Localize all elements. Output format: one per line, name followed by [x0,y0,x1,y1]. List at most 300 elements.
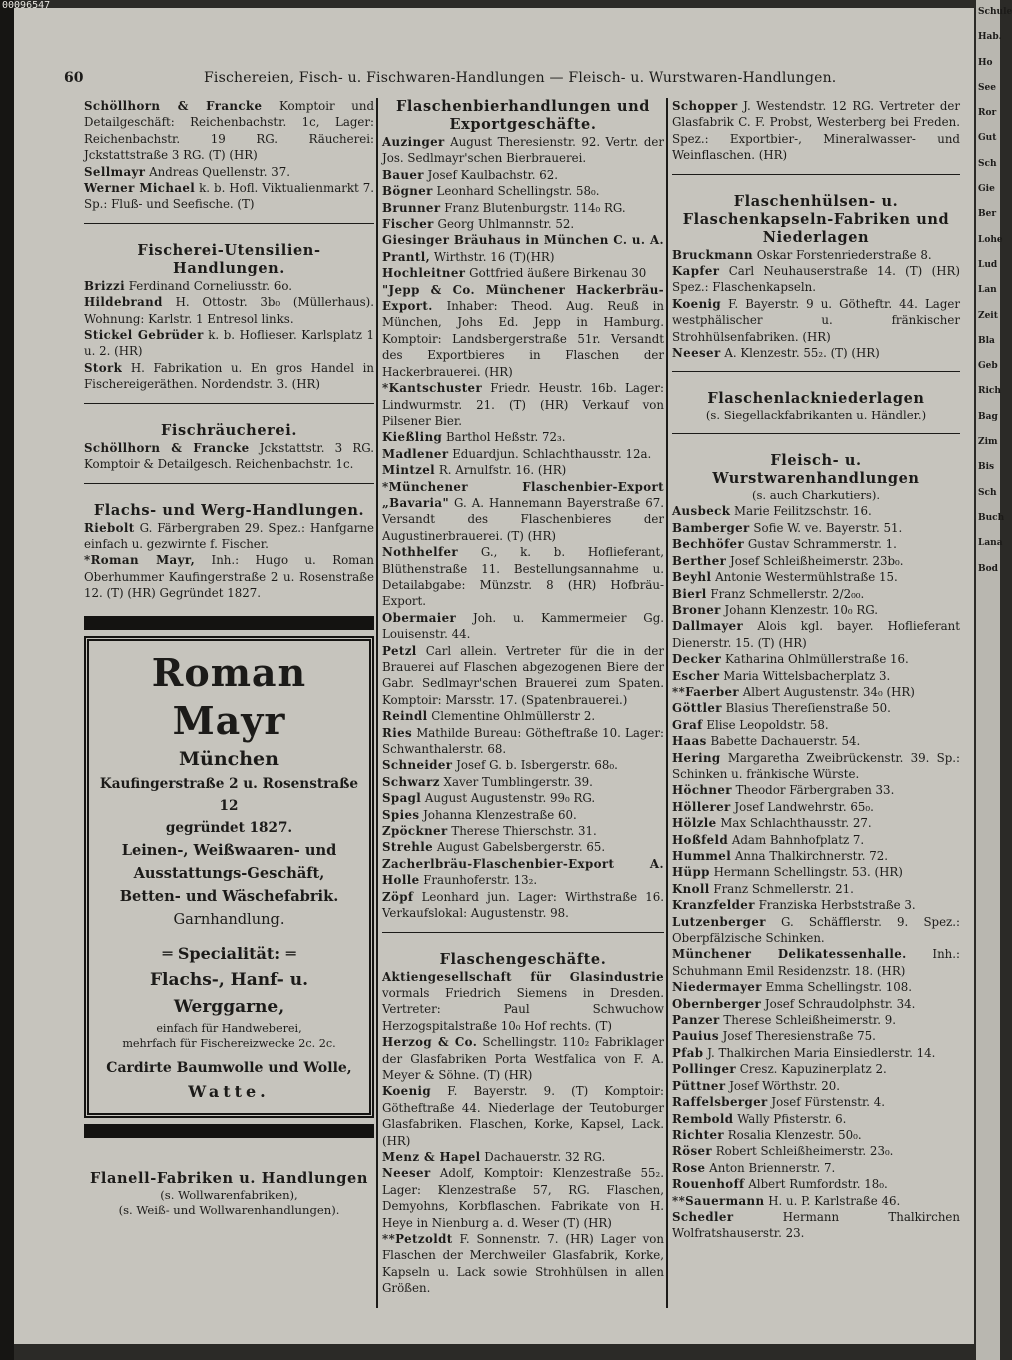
listing-entry [382,708,664,724]
listing-entry [382,265,664,281]
entry-details: Carl allein. Vertreter für die in der Brauerei auf Flaschen abgezogenen Biere der Gabr. Sedlmayr'schen Brauerei zum Spaten. Komptoir: Marsstr. 17. (Spatenbrauerei.) [382,643,665,707]
section-divider [672,433,960,434]
entry-details: Anton Briennerstr. 7. [709,1160,836,1175]
entry-details: Dachauerstr. 32 RG. [484,1149,606,1164]
strip-fragment: Zeit [978,310,998,321]
listing-entry [382,856,664,889]
listing-entry [672,700,960,716]
entry-details: Josef Wörthstr. 20. [729,1078,840,1093]
entry-name: Röser [672,1144,713,1159]
listing-entry [382,1083,664,1149]
entry-list [382,969,664,1297]
listing-entry: Werner Michael k. b. Hofl. Viktualienmarkt 7. Sp.: Fluß- und Seefische. (T) [84,181,374,212]
entry-details: Josef Kaulbachstr. 62. [427,167,559,182]
column-2 [382,98,664,1297]
listing-entry: *Roman Mayr, Inh.: Hugo u. Roman Oberhummer Kaufingerstraße 2 u. Rosenstraße 12. (T) (HR) Gegründet 1827. [84,553,374,601]
listing-entry [382,200,664,216]
entry-name: Kießling [382,430,443,445]
listing-entry [672,1111,960,1127]
entry-details: August Augustenstr. 99₀ RG. [424,791,596,806]
entry-details: August Theresienstr. 92. Vertr. der Jos. Sedlmayr'schen Bierbrauerei. [382,135,665,166]
entry-details: G., k. b. Hoflieferant, Blüthenstraße 11. Bestellungsannahme u. Detailabgabe: Münzstr. 8 (HR) Hofbräu-Export. [382,545,664,609]
entry-name: Pauius [672,1029,719,1044]
entry-details: Elise Leopoldstr. 58. [706,717,829,732]
strip-fragment: Sch [978,158,997,169]
entry-name: Herzog & Co. [382,1035,478,1050]
entry-name: **Sauermann [672,1193,765,1208]
entry-details: Sofie W. ve. Bayerstr. 51. [753,520,903,535]
entry-details: Schellingstr. 110₂ Fabriklager der Glasfabriken Porta Westfalica von F. A. Meyer & Söhne. (T) (HR) [382,1035,664,1082]
entry-name: Münchener Delikatessenhalle. [672,947,907,962]
ad-detail: mehrfach für Fischereizwecke 2c. 2c. [122,1036,336,1050]
listing-entry [382,1231,664,1297]
entry-details: F. Sonnenstr. 7. (HR) Lager von Flaschen der Merchweiler Glasfabrik, Korke, Kapseln u. Lack sowie Strohhülsen in allen Größen. [382,1232,664,1296]
strip-fragment: Ror [978,108,997,119]
entry-name: Hochleitner [382,266,466,281]
entry-details: Carl Neuhauserstraße 14. (T) (HR) Spez.: Flaschenkapseln. [672,264,960,295]
listing-entry [382,757,664,773]
listing-entry [672,684,960,700]
section-divider [84,223,374,224]
entry-name: Hering [672,750,721,765]
entry-details: Emma Schellingstr. 108. [765,980,913,995]
strip-fragment: Gie [978,184,995,195]
listing-entry [672,1028,960,1044]
entry-details: Katharina Ohlmüllerstraße 16. [724,652,909,667]
listing-entry [672,1143,960,1159]
section-divider [672,174,960,175]
entry-name: Rouenhoff [672,1177,745,1192]
entry-name: Aktiengesellschaft für Glasindustrie [382,969,664,984]
entry-details: G. Schäfflerstr. 9. Spez.: Oberpfälzische Schinken. [672,914,961,946]
listing-entry [672,864,960,880]
entry-details: August Gabelsbergerstr. 65. [436,840,606,855]
entry-details: Adam Bahnhofplatz 7. [731,832,865,847]
section-heading: Flachs- und Werg-Handlungen. [93,501,365,519]
entry-details: Max Schlachthausstr. 27. [720,816,872,831]
entry-details: Antonie Westermühlstraße 15. [715,570,898,585]
strip-fragment: Lohe [978,234,1003,245]
listing-entry [672,996,960,1012]
entry-details: Gottfried äußere Birkenau 30 [469,266,647,281]
ad-company-name: Roman Mayr [151,649,307,743]
entry-name: Raffelsberger [672,1095,768,1110]
entry-name: Brunner [382,200,441,215]
listing-entry [672,668,960,684]
entry-name: Göttler [672,701,722,716]
strip-fragment: Bod [978,563,998,574]
entry-details: Mathilde Bureau: Götheftraße 10. Lager: Schwanthalerstr. 68. [382,725,664,757]
listing-entry [672,799,960,815]
strip-fragment: Bis [978,462,995,473]
entry-details: Cresz. Kapuzinerplatz 2. [739,1062,887,1077]
entry-name: Graf [672,717,703,732]
entry-details: Josef Theresienstraße 75. [722,1029,876,1044]
entry-name: Ries [382,725,413,740]
listing-entry [672,717,960,733]
entry-name: Broner [672,602,721,617]
entry-details: Maria Wittelsbacherplatz 3. [723,668,891,683]
listing-entry [382,807,664,823]
listing-entry [672,750,960,783]
listing-entry [672,553,960,569]
listing-entry [672,602,960,618]
entry-details: H. u. P. Karlstraße 46. [768,1193,901,1208]
listing-entry [382,1034,664,1083]
ad-line: Leinen-, Weißwaaren- und [121,841,337,859]
ad-line: Betten- und Wäschefabrik. [119,887,339,905]
entry-name: **Petzoldt [382,1232,453,1246]
listing-entry [382,969,664,1035]
entry-details: Friedr. Heustr. 16b. Lager: Lindwurmstr. 21. (T) (HR) Verkauf von Pilsener Bier. [382,381,664,428]
section-note: (s. Siegellackfabrikanten u. Händler.) [705,408,927,423]
entry-name: Zpöckner [382,824,448,839]
entry-details: Johanna Klenzestraße 60. [423,807,577,822]
listing-entry: Sellmayr Andreas Quellenstr. 37. [84,164,291,179]
listing-entry [382,429,664,445]
listing-entry [672,263,960,296]
entry-details: Joh. u. Kammermeier Gg. Louisenstr. 44. [382,610,665,642]
listing-entry [672,848,960,864]
listing-entry [672,1045,960,1061]
strip-fragment: Schule [978,7,1012,17]
ad-city: München [179,747,279,770]
column-3 [672,98,960,1242]
entry-name: *Münchener Flaschenbier-Export „Bavaria" [382,479,664,510]
entry-details: Theodor Färbergraben 33. [735,783,895,798]
ad-line: Ausstattungs-Geschäft, [133,864,325,882]
ad-founded: gegründet 1827. [165,819,293,836]
section-note: (s. Weiß- und Wollwarenhandlungen). [118,1202,340,1217]
entry-details: Rosalia Klenzestr. 50₀. [727,1127,862,1142]
column-rule [376,98,378,1308]
strip-fragment: Hab. [978,32,1002,43]
entry-name: Pollinger [672,1062,737,1077]
section-note: (s. auch Charkutiers). [751,488,881,503]
entry-name: Bechhöfer [672,537,745,552]
entry-details: Barthol Heßstr. 72₃. [445,430,566,445]
entry-details: Josef Schraudolphstr. 34. [764,996,916,1011]
column-rule [666,98,668,1308]
listing-entry: Brizzi Ferdinand Corneliusstr. 6o. [84,278,293,293]
listing-entry [382,446,664,462]
entry-details: Robert Schleißheimerstr. 23₀. [715,1144,894,1159]
entry-list [672,247,960,362]
listing-entry [672,914,960,947]
strip-fragment: Bla [978,335,995,346]
entry-details: Therese Thierschstr. 31. [451,824,597,839]
entry-details: Hermann Schellingstr. 53. (HR) [713,865,903,880]
listing-entry: Riebolt G. Färbergraben 29. Spez.: Hanfgarne einfach u. gezwirnte f. Fischer. [84,520,374,551]
entry-name: Niedermayer [672,980,762,995]
ad-address: Kaufingerstraße 2 u. Rosenstraße 12 [99,775,359,814]
listing-entry: Schopper J. Westendstr. 12 RG. Vertreter der Glasfabrik C. F. Probst, Westerberg bei Freden. Spez.: Exportbier-, Mineralwasser- und Weinflaschen. (HR) [672,99,961,163]
entry-name: Zacherlbräu-Flaschenbier-Export A. Holle [382,856,664,888]
entry-name: Mintzel [382,463,436,478]
entry-details: Johann Klenzestr. 10₀ RG. [724,602,879,617]
entry-name: Menz & Hapel [382,1149,481,1164]
listing-entry: Stickel Gebrüder k. b. Hoflieser. Karlsplatz 1 u. 2. (HR) [84,328,374,359]
ad-border-bar [84,616,374,630]
listing-entry [382,544,664,610]
entry-details: Leonhard Schellingstr. 58₀. [436,184,600,199]
section-heading: Fleisch- u. Wurstwarenhandlungen [712,452,920,488]
strip-fragment: See [978,82,996,93]
entry-name: Schwarz [382,774,440,789]
listing-entry [672,881,960,897]
listing-entry [672,296,960,345]
entry-details: Inh.: Schuhmann Emil Residenzstr. 18. (HR) [672,947,960,978]
entry-details: Josef Landwehrstr. 65₀. [734,799,874,814]
entry-details: Josef G. b. Isbergerstr. 68₀. [456,758,618,773]
section-heading: Flanell-Fabriken u. Handlungen [90,1169,368,1187]
listing-entry [672,520,960,536]
section-divider [84,403,374,404]
entry-name: Schneider [382,758,453,773]
entry-details: Adolf, Komptoir: Klenzestraße 55₂. Lager: Klenzestraße 57, RG. Flaschen, Demyohns, Korbflaschen. Fabrikate von H. Heye in Nienburg a. d. Weser (T) (HR) [382,1166,665,1230]
entry-details: Franz Schmellerstr. 2/2₀₀. [710,586,865,601]
entry-name: Nothhelfer [382,545,459,560]
listing-entry [382,725,664,758]
listing-entry [672,503,960,519]
entry-details: Franziska Herbststraße 3. [758,898,916,913]
section-heading: Flaschenbierhandlungen und Exportgeschäfte. [395,98,650,133]
entry-name: Berther [672,553,727,568]
entry-name: Bruckmann [672,247,753,262]
listing-entry [382,462,664,478]
entry-name: Bierl [672,586,707,601]
listing-entry [672,1209,960,1242]
entry-details: Josef Fürstenstr. 4. [771,1095,886,1110]
entry-name: Panzer [672,1013,720,1028]
entry-name: Ausbeck [672,504,731,519]
listing-entry [672,815,960,831]
ad-border-bar [84,1124,374,1138]
entry-details: Marie Feilitzschstr. 16. [734,504,872,519]
listing-entry [672,247,960,263]
entry-details: Franz Schmellerstr. 21. [713,881,854,896]
listing-entry [672,1094,960,1110]
entry-name: Koenig [382,1084,432,1099]
strip-fragment: Ber [978,209,997,220]
listing-entry [672,1160,960,1176]
listing-entry [382,643,664,709]
entry-name: Spies [382,807,420,822]
entry-name: Schedler [672,1209,734,1224]
entry-name: Bauer [382,167,424,182]
listing-entry [672,345,960,361]
listing-entry [382,282,664,380]
listing-entry [382,183,664,199]
entry-name: Kapfer [672,264,720,279]
listing-entry [672,979,960,995]
listing-entry [672,733,960,749]
entry-details: Clementine Ohlmüllerstr 2. [431,709,596,724]
listing-entry [382,1165,664,1231]
listing-entry [672,1193,960,1209]
entry-name: Rose [672,1160,706,1175]
entry-name: Hummel [672,849,732,863]
advertisement [84,636,374,1118]
listing-entry [382,774,664,790]
entry-details: Wirthstr. 16 (T)(HR) [433,249,555,264]
entry-name: Decker [672,652,722,667]
listing-entry [382,790,664,806]
entry-list [382,134,664,922]
section-divider [84,483,374,484]
entry-name: Höchner [672,783,732,798]
entry-details: G. A. Hannemann Bayerstraße 67. Versandt des Flaschenbieres der Augustinerbrauerei. (T) (HR) [382,495,664,543]
listing-entry [382,380,664,429]
ad-watte: Watte. [188,1081,270,1101]
entry-name: Spagl [382,791,422,806]
entry-details: Oskar Forstenriederstraße 8. [756,247,932,262]
listing-entry [382,889,664,922]
entry-details: Wally Pfisterstr. 6. [737,1111,847,1126]
entry-details: Georg Uhlmannstr. 52. [437,217,575,232]
listing-entry [672,1012,960,1028]
listing-entry [672,1176,960,1192]
entry-name: Kranzfelder [672,898,755,913]
strip-fragment: Rich [978,386,1001,397]
listing-entry [382,167,664,183]
listing-entry [382,823,664,839]
ad-products: Flachs-, Hanf- u. Werggarne, [149,969,309,1017]
entry-name: Neeser [672,346,721,361]
strip-fragment: Zim [978,437,998,448]
entry-details: Albert Augustenstr. 34₀ (HR) [742,684,915,699]
listing-entry [382,839,664,855]
entry-details: Eduardjun. Schlachthausstr. 12a. [452,446,652,461]
entry-details: Therese Schleißheimerstr. 9. [723,1013,896,1028]
entry-name: Rembold [672,1111,734,1126]
listing-entry [672,782,960,798]
entry-name: Pfab [672,1045,704,1060]
listing-entry [382,134,664,167]
entry-details: Blasius Thereſienstraße 50. [725,701,891,716]
entry-name: Giesinger Bräuhaus in München C. u. A. Prantl, [382,233,664,264]
entry-name: Petzl [382,643,417,658]
entry-details: Margaretha Zweibrückenstr. 39. Sp.: Schinken u. fränkische Würste. [672,750,960,781]
strip-fragment: Ho [978,57,993,68]
listing-entry: Stork H. Fabrikation u. En gros Handel in Fischereigeräthen. Nordendstr. 3. (HR) [84,360,374,392]
strip-fragment: Geb [978,361,998,372]
entry-details: Albert Rumfordstr. 18₀. [748,1177,888,1192]
column-1 [84,98,374,1218]
entry-name: Koenig [672,296,722,311]
entry-details: F. Bayerstr. 9 u. Götheftr. 44. Lager westphälischer u. fränkischer Strohhülsenfabriken. (HR) [672,296,961,344]
entry-details: Xaver Tumblingerstr. 39. [443,774,593,789]
listing-entry: Schöllhorn & Francke Jckstattstr. 3 RG. Komptoir & Detailgesch. Reichenbachstr. 1c. [84,440,374,472]
entry-name: *Kantschuster [382,381,483,396]
entry-name: Neeser [382,1166,431,1181]
entry-details: Josef Schleißheimerstr. 23b₀. [730,553,904,568]
listing-entry [672,897,960,913]
ad-line: Garnhandlung. [173,910,285,928]
section-heading: Flaschenhülsen- u. Flaschenkapseln-Fabriken und Niederlagen [682,192,950,246]
entry-details: Franz Blutenburgstr. 114₀ RG. [444,200,626,215]
entry-name: Strehle [382,840,434,855]
listing-entry [672,651,960,667]
entry-name: Reindl [382,709,428,724]
section-divider [382,932,664,933]
listing-entry [672,1078,960,1094]
entry-name: Hölzle [672,816,717,831]
listing-entry [672,569,960,585]
listing-entry [382,232,664,265]
entry-name: Knoll [672,881,710,896]
entry-name: **Faerber [672,684,740,699]
section-heading: Fischerei-Utensilien-Handlungen. [137,241,321,277]
entry-name: Obermaier [382,610,457,625]
listing-entry: Hildebrand H. Ottostr. 3b₀ (Müllerhaus). Wohnung: Karlstr. 1 Entresol links. [84,295,375,326]
scan-id: 00096547 [2,0,51,11]
entry-name: Bamberger [672,520,750,535]
listing-entry [382,1149,664,1165]
entry-name: Lutzenberger [672,914,766,929]
listing-entry [672,946,960,979]
listing-entry [672,1127,960,1143]
scan-edge [0,0,14,1360]
entry-name: Richter [672,1127,725,1142]
entry-details: F. Bayerstr. 9. (T) Komptoir: Götheftraße 44. Niederlage der Teutoburger Glasfabriken. Flaschen, Korke, Kapsel, Lack. (HR) [382,1084,665,1148]
strip-fragment: Lud [978,259,998,270]
entry-details: Babette Dachauerstr. 54. [710,734,861,749]
entry-name: Zöpf [382,889,414,904]
entry-details: Leonhard jun. Lager: Wirthstraße 16. Verkaufslokal: Augustenstr. 98. [382,889,665,921]
listing-entry [672,618,960,651]
entry-details: A. Klenzestr. 55₂. (T) (HR) [724,346,880,361]
page-title: Fischereien, Fisch- u. Fischwaren-Handlungen — Fleisch- u. Wurstwaren-Handlungen. [204,70,837,86]
section-heading: Fischräucherei. [161,421,297,439]
ad-detail: einfach für Handweberei, [156,1021,302,1035]
strip-fragment: Lana [978,538,1003,549]
page [14,8,974,1344]
entry-details: Alois kgl. bayer. Hoflieferant Dienerstr. 15. (T) (HR) [672,619,961,650]
entry-name: Bögner [382,184,433,199]
section-note: (s. Wollwarenfabriken), [160,1187,298,1202]
entry-name: Haas [672,734,707,749]
adjacent-page-strip [976,0,1012,1360]
entry-name: Obernberger [672,996,762,1011]
listing-entry [672,536,960,552]
strip-fragment: Buch [978,512,1005,523]
entry-name: Beyhl [672,570,712,585]
strip-fragment: Lan [978,285,997,296]
listing-entry [382,479,664,545]
entry-details: Fraunhoferstr. 13₂. [423,873,538,888]
entry-details: Hermann Thalkirchen Wolfratshauserstr. 23. [672,1209,960,1241]
entry-details: J. Thalkirchen Maria Einsiedlerstr. 14. [707,1045,936,1060]
entry-name: Escher [672,668,720,683]
entry-name: Dallmayer [672,619,744,634]
listing-entry [382,610,664,643]
listing-entry [672,1061,960,1077]
entry-name: Höllerer [672,799,731,814]
page-number: 60 [64,70,84,86]
entry-details: Gustav Schrammerstr. 1. [747,537,897,552]
section-divider [672,371,960,372]
ad-speciality: ═ Specialität: ═ [162,943,296,963]
entry-name: "Jepp & Co. Münchener Hackerbräu-Export. [382,282,664,314]
entry-list [672,503,960,1241]
entry-details: R. Arnulfstr. 16. (HR) [438,463,567,478]
entry-name: Püttner [672,1078,726,1093]
listing-entry [672,832,960,848]
entry-name: Hoßfeld [672,832,729,847]
listing-entry [382,216,664,232]
strip-fragment: Sch [978,487,997,498]
